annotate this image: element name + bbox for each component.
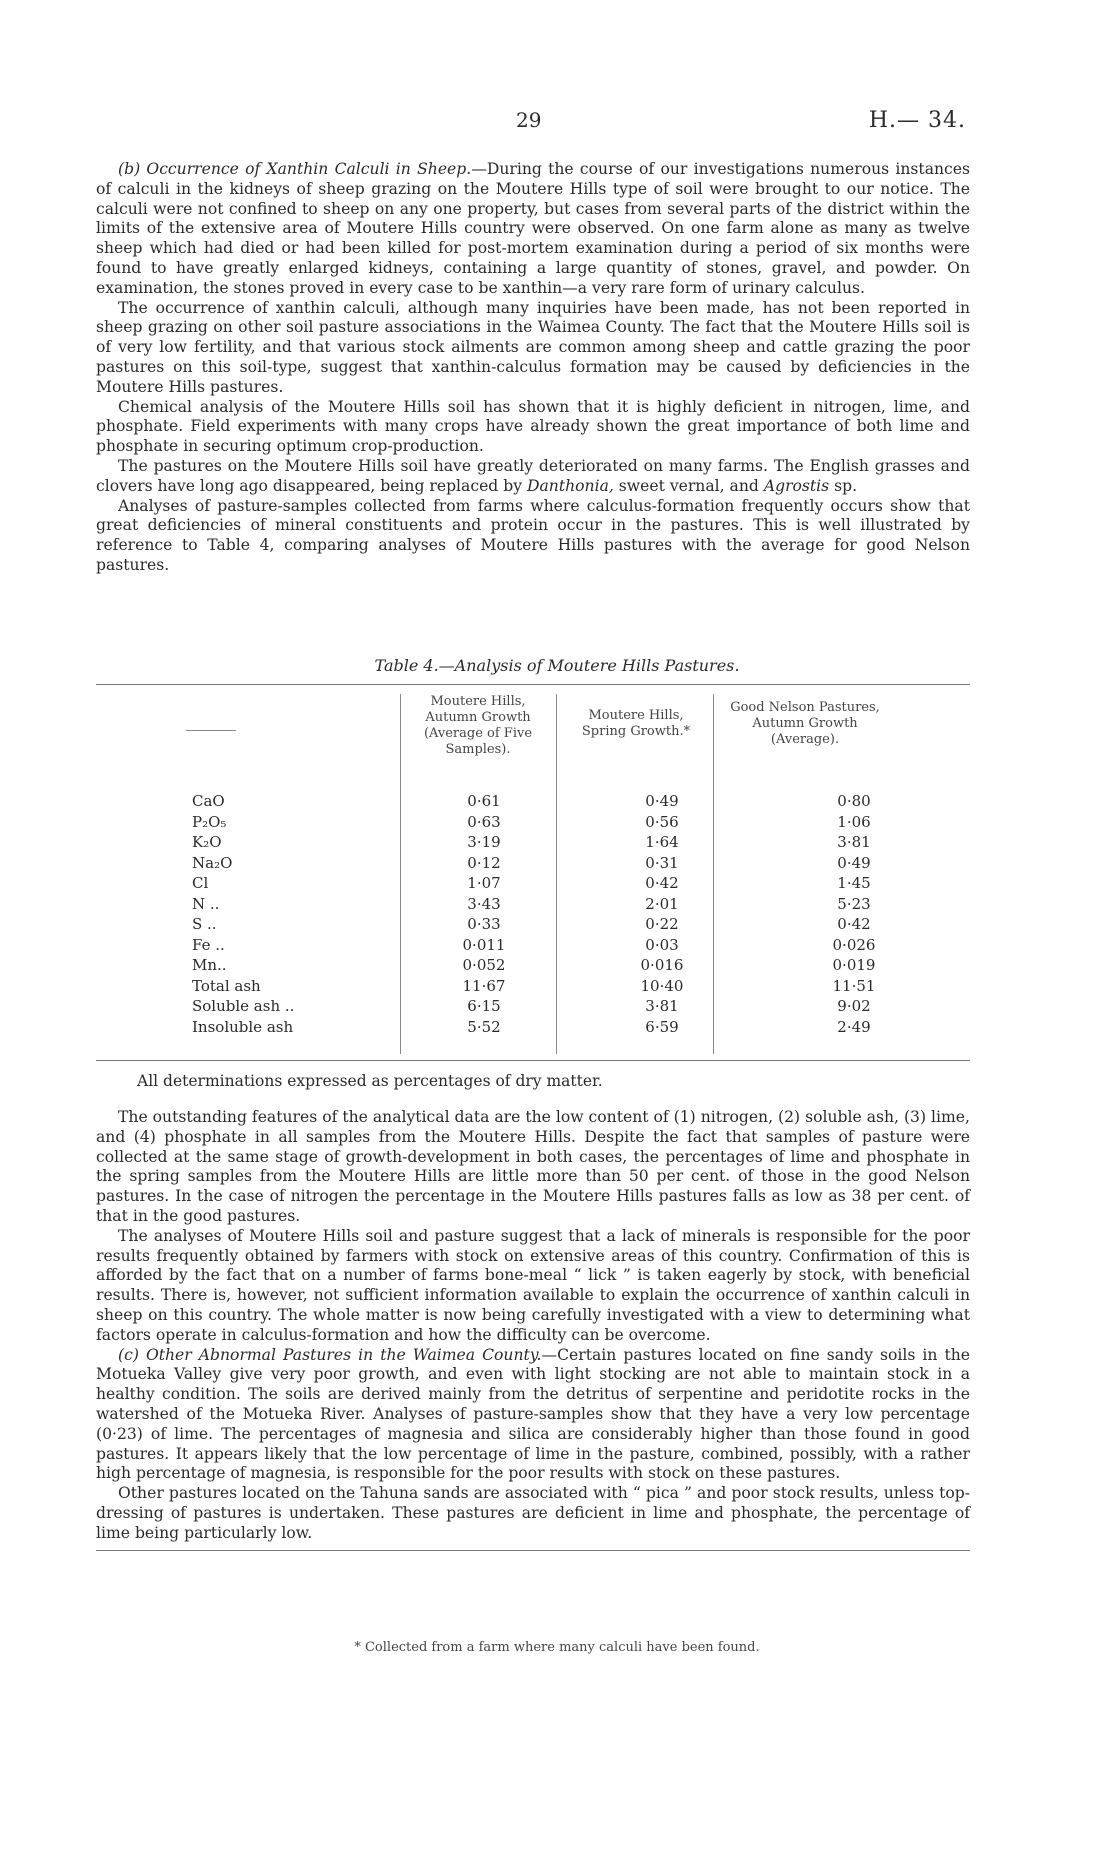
value-autumn: 3·19 [467,833,501,851]
row-label: P₂O₅ [192,812,227,831]
value-autumn: 1·07 [467,874,501,892]
value-spring: 0·016 [640,956,684,974]
table-row [96,915,970,936]
page-number: 29 [516,108,542,132]
row-label: Insoluble ash [192,1017,294,1036]
table-caption: Table 4.—Analysis of Moutere Hills Pastures. [374,656,740,675]
table-row [96,813,970,834]
value-spring: 10·40 [640,976,684,995]
value-nelson: 1·45 [837,874,871,892]
value-autumn: 5·52 [467,1017,501,1036]
value-nelson: 5·23 [837,894,871,913]
table-row [96,1018,970,1039]
value-autumn: 11·67 [462,976,506,995]
section-heading: (b) Occurrence of Xanthin Calculi in Sheep. [118,160,472,178]
value-nelson: 0·49 [837,853,871,872]
value-nelson: 2·49 [837,1017,871,1036]
footnote-rule [96,1550,970,1551]
value-nelson: 0·80 [837,792,871,810]
table-row [96,854,970,875]
table-body [96,792,970,1038]
value-spring: 6·59 [645,1017,679,1036]
value-spring: 0·22 [645,915,679,933]
row-label: CaO [192,792,225,810]
value-nelson: 1·06 [837,812,871,831]
row-label: S .. [192,915,217,933]
paragraph: The occurrence of xanthin calculi, although many inquiries have been made, has not been reported in sheep grazing on other soil pasture associations in the Waimea County. The fact that the Moutere Hills soil is of very low fertility, and that various stock ailments are common among sheep and cattle grazing the poor pastures on this soil-type, suggest that xanthin-calculus formation may be caused by deficiencies in the Moutere Hills pastures. [96,298,970,396]
row-label: Soluble ash .. [192,997,295,1015]
row-label: Fe .. [192,935,225,954]
column-divider [556,694,557,794]
table-row [96,977,970,998]
value-autumn: 0·33 [467,915,501,933]
value-nelson: 0·42 [837,915,871,933]
table-row [96,956,970,977]
paragraph: Other pastures located on the Tahuna sands are associated with “ pica ” and poor stock results, unless top-dressing of pastures is undertaken. These pastures are deficient in lime and phosphate, the percentage of lime being particularly low. [96,1484,970,1542]
value-autumn: 6·15 [467,997,501,1015]
row-label: Cl [192,874,209,892]
analysis-table [96,684,970,1064]
column-divider [400,694,401,794]
section-b [96,160,970,576]
value-nelson: 0·019 [832,956,876,974]
table-row [96,895,970,916]
row-label: Total ash [192,976,261,995]
value-spring: 0·31 [645,853,679,872]
value-nelson: 3·81 [837,833,871,851]
column-header: Moutere Hills, Spring Growth.* [581,708,691,739]
column-header: Moutere Hills, Autumn Growth (Average of Five Samples). [423,694,533,757]
column-header: Good Nelson Pastures, Autumn Growth (Average). [730,700,880,747]
table-row [96,874,970,895]
table-bottom-rule [96,1060,970,1061]
row-label: Na₂O [192,853,233,872]
value-autumn: 0·63 [467,812,501,831]
value-spring: 0·56 [645,812,679,831]
table-row [96,833,970,854]
value-spring: 3·81 [645,997,679,1015]
value-spring: 2·01 [645,894,679,913]
paragraph: Chemical analysis of the Moutere Hills soil has shown that it is highly deficient in nitrogen, lime, and phosphate. Field experiments with many crops have already shown the great importance of both lime and phosphate in securing optimum crop-production. [96,397,970,456]
table-top-rule [96,684,970,685]
paragraph: The pastures on the Moutere Hills soil have greatly deteriorated on many farms. The English grasses and clovers have long ago disappeared, being replaced by Danthonia, sweet vernal, and Agrostis sp. [96,456,970,495]
paragraph: The outstanding features of the analytical data are the low content of (1) nitrogen, (2) soluble ash, (3) lime, and (4) phosphate in all samples from the Moutere Hills. Despite the fact that samples of pasture were collected at the same stage of growth-development in both cases, the percentages of lime and phosphate in the spring samples from the Moutere Hills are little more than 50 per cent. of those in the good Nelson pastures. In the case of nitrogen the percentage in the Moutere Hills pastures falls as low as 38 per cent. of that in the good pastures. [96,1108,970,1225]
value-nelson: 9·02 [837,997,871,1015]
value-autumn: 0·61 [467,792,501,810]
value-autumn: 3·43 [467,894,501,913]
value-autumn: 0·011 [462,935,506,954]
row-label: N .. [192,894,220,913]
row-label: K₂O [192,833,222,851]
paragraph: The analyses of Moutere Hills soil and pasture suggest that a lack of minerals is responsible for the poor results frequently obtained by farmers with stock on extensive areas of this country. Confirmation of this is afforded by the fact that on a number of farms bone-meal “ lick ” is taken eagerly by stock, with beneficial results. There is, however, not sufficient information available to explain the occurrence of xanthin calculi in sheep on this country. The whole matter is now being carefully investigated with a view to determining what factors operate in calculus-formation and how the difficulty can be overcome. [96,1226,970,1344]
value-autumn: 0·052 [462,956,506,974]
paragraph: Analyses of pasture-samples collected from farms where calculus-formation frequently occurs show that great deficiencies of mineral constituents and protein occur in the pastures. This is well illustrated by reference to Table 4, comparing analyses of Moutere Hills pastures with the average for good Nelson pastures. [96,496,970,574]
value-spring: 1·64 [645,833,679,851]
table-row [96,936,970,957]
value-spring: 0·03 [645,935,679,954]
row-label: Mn.. [192,956,227,974]
section-c [96,1108,970,1551]
header-dash [186,730,236,731]
table-row [96,792,970,813]
value-spring: 0·49 [645,792,679,810]
table-note: All determinations expressed as percentages of dry matter. [137,1072,603,1090]
value-autumn: 0·12 [467,853,501,872]
footnote: * Collected from a farm where many calculi have been found. [354,1640,760,1655]
paragraph: (b) Occurrence of Xanthin Calculi in Sheep.—During the course of our investigations numerous instances of calculi in the kidneys of sheep grazing on the Moutere Hills type of soil were brought to our notice. The calculi were not confined to sheep on any one property, but cases from several parts of the district within the limits of the extensive area of Moutere Hills country were observed. On one farm alone as many as twelve sheep which had died or had been killed for post-mortem examination during a period of six months were found to have greatly enlarged kidneys, containing a large quantity of stones, gravel, and powder. On examination, the stones proved in every case to be xanthin—a very rare form of urinary calculus. [96,160,970,297]
document-reference: H.— 34. [868,108,966,133]
paragraph: (c) Other Abnormal Pastures in the Waimea County.—Certain pastures located on fine sandy soils in the Motueka Valley give very poor growth, and even with light stocking are not able to maintain stock in a healthy condition. The soils are derived mainly from the detritus of serpentine and peridotite rocks in the watershed of the Motueka River. Analyses of pasture-samples show that they have a very low percentage (0·23) of lime. The percentages of magnesia and silica are considerably higher than those found in good pastures. It appears likely that the low percentage of lime in the pasture, combined, possibly, with a rather high percentage of magnesia, is responsible for the poor results with stock on these pastures. [96,1345,970,1483]
section-heading: (c) Other Abnormal Pastures in the Waimea County. [118,1345,542,1364]
value-nelson: 0·026 [832,935,876,954]
table-row [96,997,970,1018]
column-divider [713,694,714,794]
value-spring: 0·42 [645,874,679,892]
value-nelson: 11·51 [832,976,876,995]
